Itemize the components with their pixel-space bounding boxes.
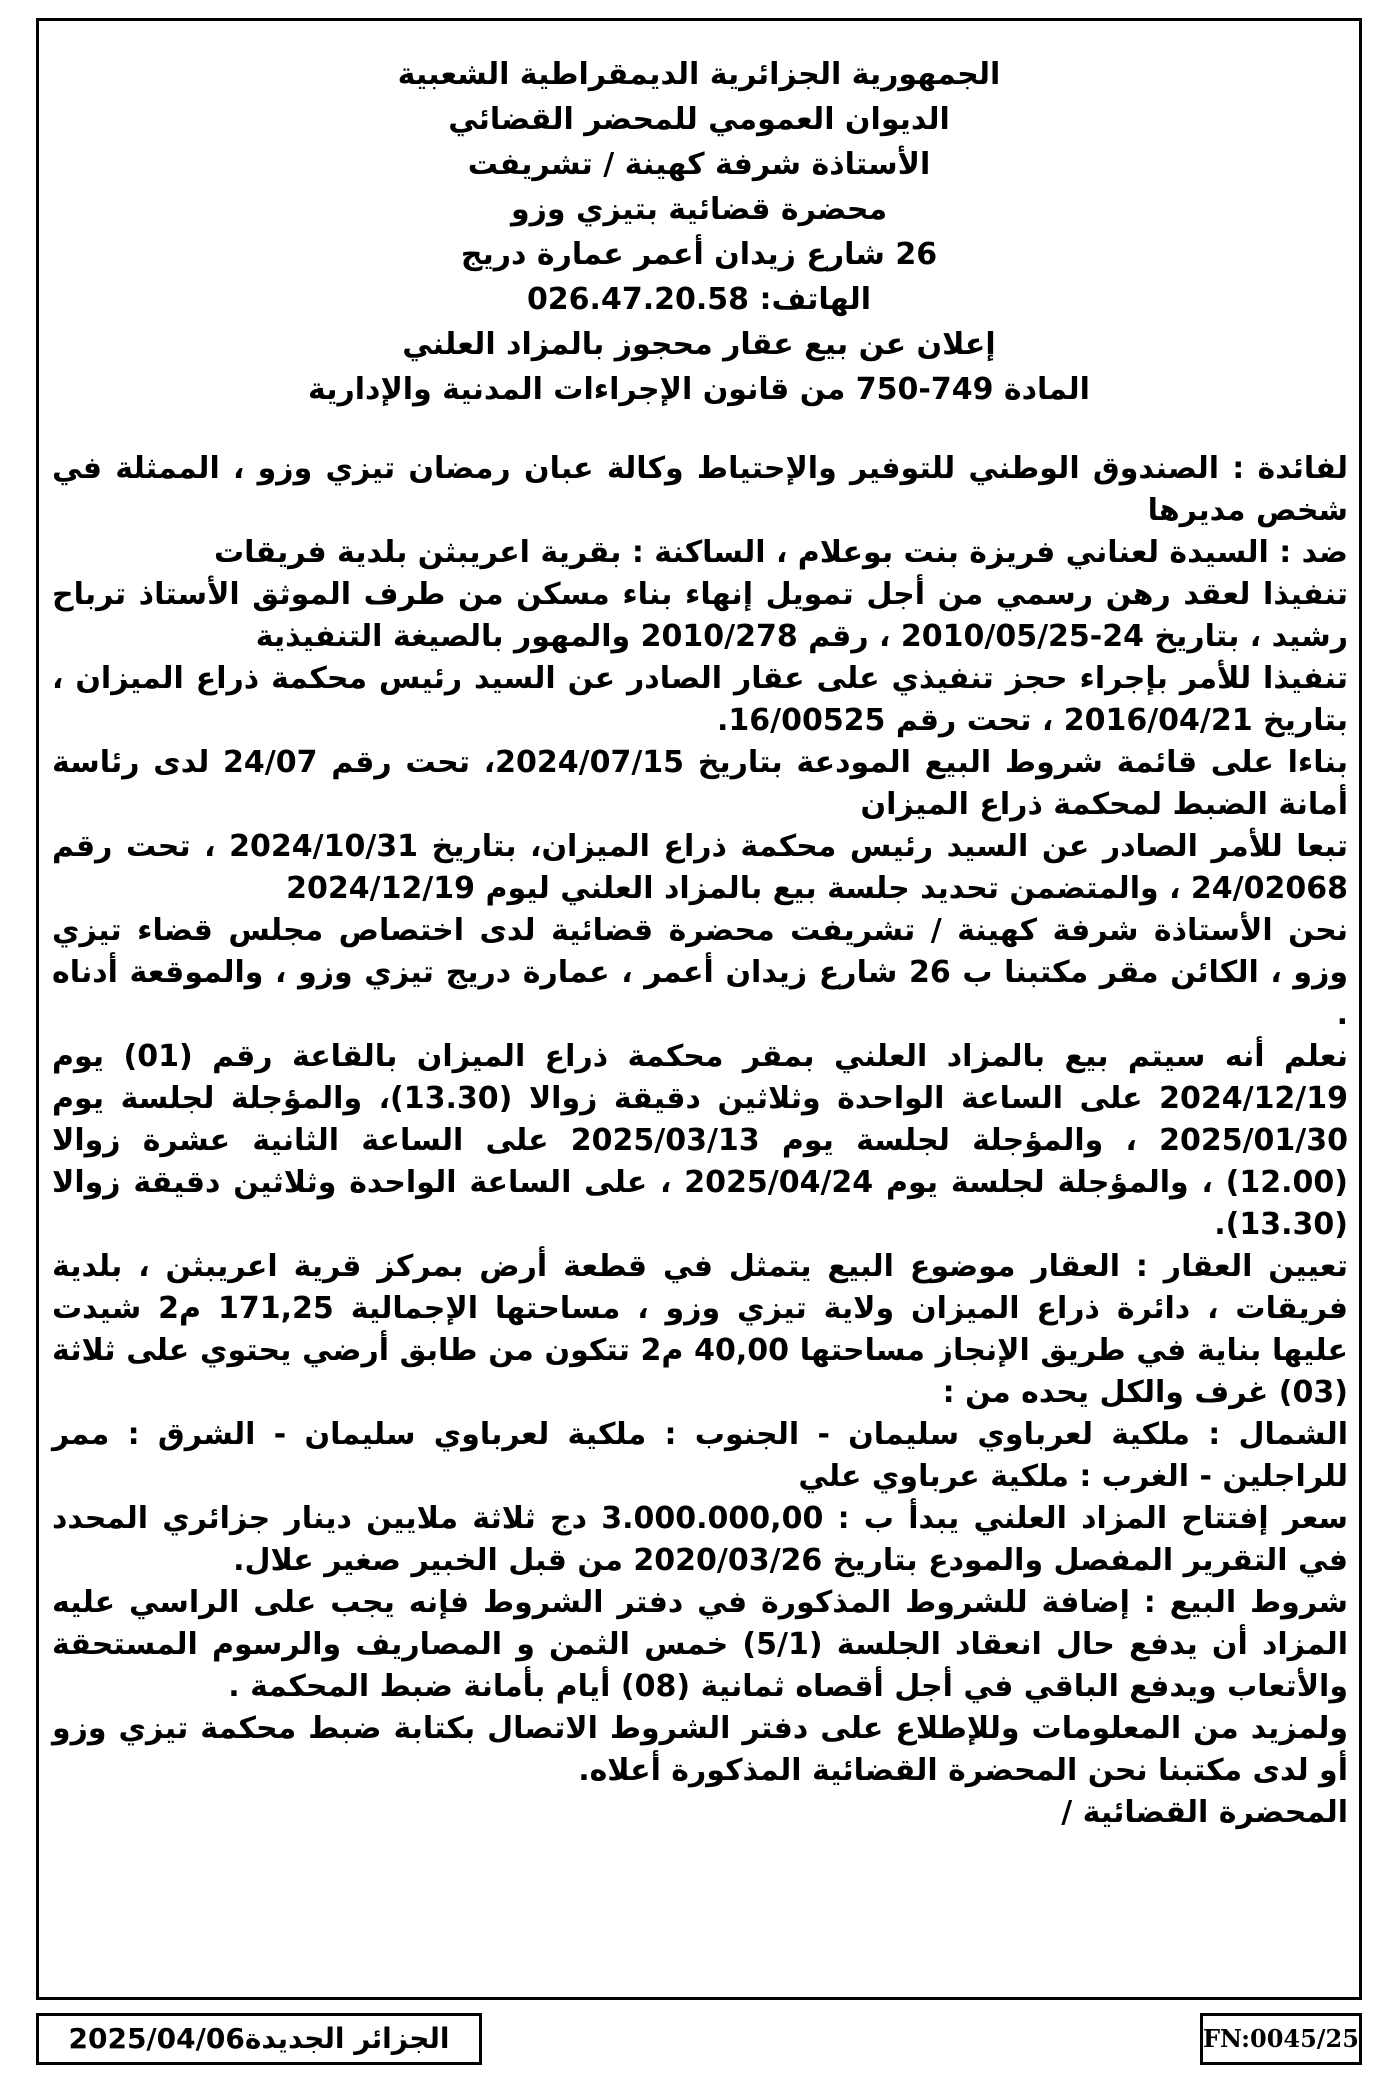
header-address: 26 شارع زيدان أعمر عمارة دريج — [460, 237, 938, 272]
newspaper-date-box: الجزائر الجديدة2025/04/06 — [36, 2013, 482, 2065]
header-phone: الهاتف: 026.47.20.58 — [526, 282, 872, 317]
sale-conditions-list-paragraph: بناءا على قائمة شروط البيع المودعة بتاريخ 2024/07/15، تحت رقم 24/07 لدى رئاسة أمانة الضبط لمحكمة ذراع الميزان — [52, 745, 1349, 822]
opening-price-paragraph: سعر إفتتاح المزاد العلني يبدأ ب : 3.000.000,00 دج ثلاثة ملايين دينار جزائري المحدد في التقرير المفصل والمودع بتاريخ 2020/03/26 من قبل الخبير صغير علال. — [52, 1501, 1349, 1578]
beneficiary-paragraph: لفائدة : الصندوق الوطني للتوفير والإحتياط وكالة عبان رمضان تيزي وزو ، الممثلة في شخص مديرها — [52, 451, 1348, 528]
hearing-order-paragraph: تبعا للأمر الصادر عن السيد رئيس محكمة ذراع الميزان، بتاريخ 2024/10/31 ، تحت رقم 24/02068 ، والمتضمن تحديد جلسة بيع بالمزاد العلني ليوم 2024/12/19 — [52, 829, 1349, 906]
more-info-paragraph: ولمزيد من المعلومات وللإطلاع على دفتر الشروط الاتصال بكتابة ضبط محكمة تيزي وزو أو لدى مكتبنا نحن المحضرة القضائية المذكورة أعلاه. — [52, 1711, 1348, 1788]
sale-terms-paragraph: شروط البيع : إضافة للشروط المذكورة في دفتر الشروط فإنه يجب على الراسي عليه المزاد أن يدفع حال انعقاد الجلسة (5/1) خمس الثمن و المصاريف والرسوم المستحقة والأتعاب ويدفع الباقي في أجل أقصاه ثمانية (08) أيام بأمانة ضبط المحكمة . — [52, 1585, 1348, 1704]
mortgage-paragraph: تنفيذا لعقد رهن رسمي من أجل تمويل إنهاء بناء مسكن من طرف الموثق الأستاذ ترباح رشيد ، بتاريخ 24-2010/05/25 ، رقم 2010/278 والمهور بالصيغة التنفيذية — [52, 577, 1348, 654]
auction-schedule-paragraph: نعلم أنه سيتم بيع بالمزاد العلني بمقر محكمة ذراع الميزان بالقاعة رقم (01) يوم 2024/12/19 على الساعة الواحدة وثلاثين دقيقة زوالا (13.30)، والمؤجلة لجلسة يوم 2025/01/30 ، والمؤجلة لجلسة يوم 2025/03/13 على الساعة الثانية عشرة زوالا (12.00) ، والمؤجلة لجلسة يوم 2025/04/24 ، على الساعة الواحدة وثلاثين دقيقة زوالا (13.30). — [52, 1039, 1349, 1242]
signature-line: المحضرة القضائية / — [1061, 1795, 1348, 1830]
defendant-paragraph: ضد : السيدة لعناني فريزة بنت بوعلام ، الساكنة : بقرية اعريبثن بلدية فريقات — [214, 535, 1348, 570]
header-republic: الجمهورية الجزائرية الديمقراطية الشعبية — [397, 57, 1001, 92]
property-boundaries-paragraph: الشمال : ملكية لعرباوي سليمان - الجنوب : ملكية لعرباوي سليمان - الشرق : ممر للراجلين - الغرب : ملكية عرباوي علي — [52, 1417, 1348, 1494]
notice-title: إعلان عن بيع عقار محجوز بالمزاد العلني — [402, 327, 996, 362]
reference-number-box: FN:0045/25 — [1200, 2013, 1362, 2065]
bailiff-statement-paragraph: نحن الأستاذة شرفة كهينة / تشريفت محضرة قضائية لدى اختصاص مجلس قضاء تيزي وزو ، الكائن مقر مكتبنا ب 26 شارع زيدان أعمر ، عمارة دريج تيزي وزو ، والموقعة أدناه . — [52, 913, 1348, 1032]
header-bailiff-name: الأستاذة شرفة كهينة / تشريفت — [467, 147, 931, 182]
notice-body — [52, 448, 1348, 1834]
header-bailiff-title: محضرة قضائية بتيزي وزو — [510, 192, 888, 227]
notice-header — [60, 52, 1338, 412]
property-description-paragraph: تعيين العقار : العقار موضوع البيع يتمثل في قطعة أرض بمركز قرية اعريبثن ، بلدية فريقات ، دائرة ذراع الميزان ولاية تيزي وزو ، مساحتها الإجمالية 171,25 م2 شيدت عليها بناية في طريق الإنجاز مساحتها 40,00 م2 تتكون من طابق أرضي يحتوي على ثلاثة (03) غرف والكل يحده من : — [52, 1249, 1348, 1410]
legal-article: المادة 749-750 من قانون الإجراءات المدنية والإدارية — [308, 372, 1090, 407]
seizure-order-paragraph: تنفيذا للأمر بإجراء حجز تنفيذي على عقار الصادر عن السيد رئيس محكمة ذراع الميزان ، بتاريخ 2016/04/21 ، تحت رقم 16/00525. — [52, 661, 1348, 738]
header-office: الديوان العمومي للمحضر القضائي — [448, 102, 950, 137]
